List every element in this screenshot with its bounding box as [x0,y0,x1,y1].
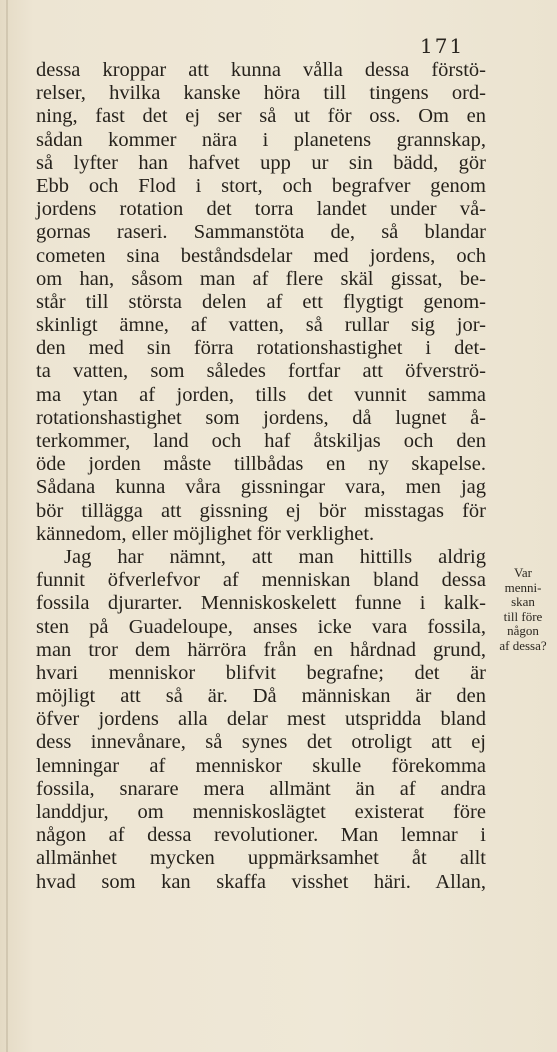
margin-note-line: till före [503,608,543,624]
text-line: står till största delen af ett flygtigt genom- [36,290,486,313]
text-line: lemningar af menniskor skulle förekomma [36,754,486,777]
text-line: fossila djurarter. Menniskoskelett funne i kalk- [36,592,486,615]
text-line: någon af dessa revolutioner. Man lemnar i [36,824,486,847]
text-line: funnit öfverlefvor af menniskan bland dessa [36,569,486,592]
text-line: hvari menniskor blifvit begrafne; det är [36,661,486,684]
text-line: bör tillägga att gissning ej bör misstagas för [36,499,486,522]
text-line: dessa kroppar att kunna vålla dessa förstö- [36,59,486,81]
text-line: terkommer, land och haf åtskiljas och den [36,430,486,452]
text-line: rotationshastighet som jordens, då lugnet å- [36,406,486,429]
text-line: den med sin förra rotationshastighet i det- [36,337,486,360]
text-line: cometen sina beståndsdelar med jordens, och [36,244,486,267]
body-text [36,59,486,894]
text-line: relser, hvilka kanske höra till tingens ord- [36,82,486,105]
text-line: kännedom, eller möjlighet för verklighet. [36,522,375,545]
text-line: ta vatten, som således fortfar att öfverströ- [36,360,486,383]
text-line: Ebb och Flod i stort, och begrafver genom [36,174,486,197]
text-line: Sådana kunna våra gissningar vara, men jag [36,476,486,499]
text-line: ning, fast det ej ser så ut för oss. Om en [36,105,486,128]
margin-note-line: någon [507,623,539,638]
margin-note-line: af dessa? [499,637,547,653]
margin-note-line: skan [511,594,535,609]
text-line: skinligt ämne, af vatten, så rullar sig jor- [36,314,486,337]
text-line: fossila, snarare mera allmänt än af andra [36,777,486,800]
text-line: dess innevånare, så synes det otroligt att ej [36,731,486,754]
margin-note-line: Var [513,565,533,580]
text-line: sådan kommer nära i planetens grannskap, [36,128,486,151]
text-line: hvad som kan skaffa visshet häri. Allan, [36,870,486,893]
text-line: sten på Guadeloupe, anses icke vara fossila, [36,615,486,638]
text-line: man tror dem härröra från en hårdnad grund, [36,638,486,661]
text-line: så lyfter han hafvet upp ur sin bädd, gör [36,151,486,174]
text-line: möjligt att så är. Då människan är den [36,685,486,708]
text-line: öde jorden måste tillbådas en ny skapelse. [36,453,486,476]
margin-note [492,566,554,653]
text-line: jordens rotation det torra landet under vå- [36,198,486,221]
page-edge-shadow [6,0,8,1052]
text-line: allmänhet mycken uppmärksamhet åt allt [36,847,486,870]
text-line: gornas raseri. Sammanstöta de, så blandar [36,221,486,244]
text-line: öfver jordens alla delar mest utspridda bland [36,708,486,731]
text-line: landdjur, om menniskoslägtet existerat före [36,801,486,823]
margin-note-line: menni- [504,579,542,595]
page-number: 171 [420,34,465,58]
text-line: ma ytan af jorden, tills det vunnit samma [36,383,486,406]
text-line: om han, såsom man af flere skäl gissat, be- [36,267,486,290]
text-line: Jag har nämnt, att man hittills aldrig [64,545,486,568]
